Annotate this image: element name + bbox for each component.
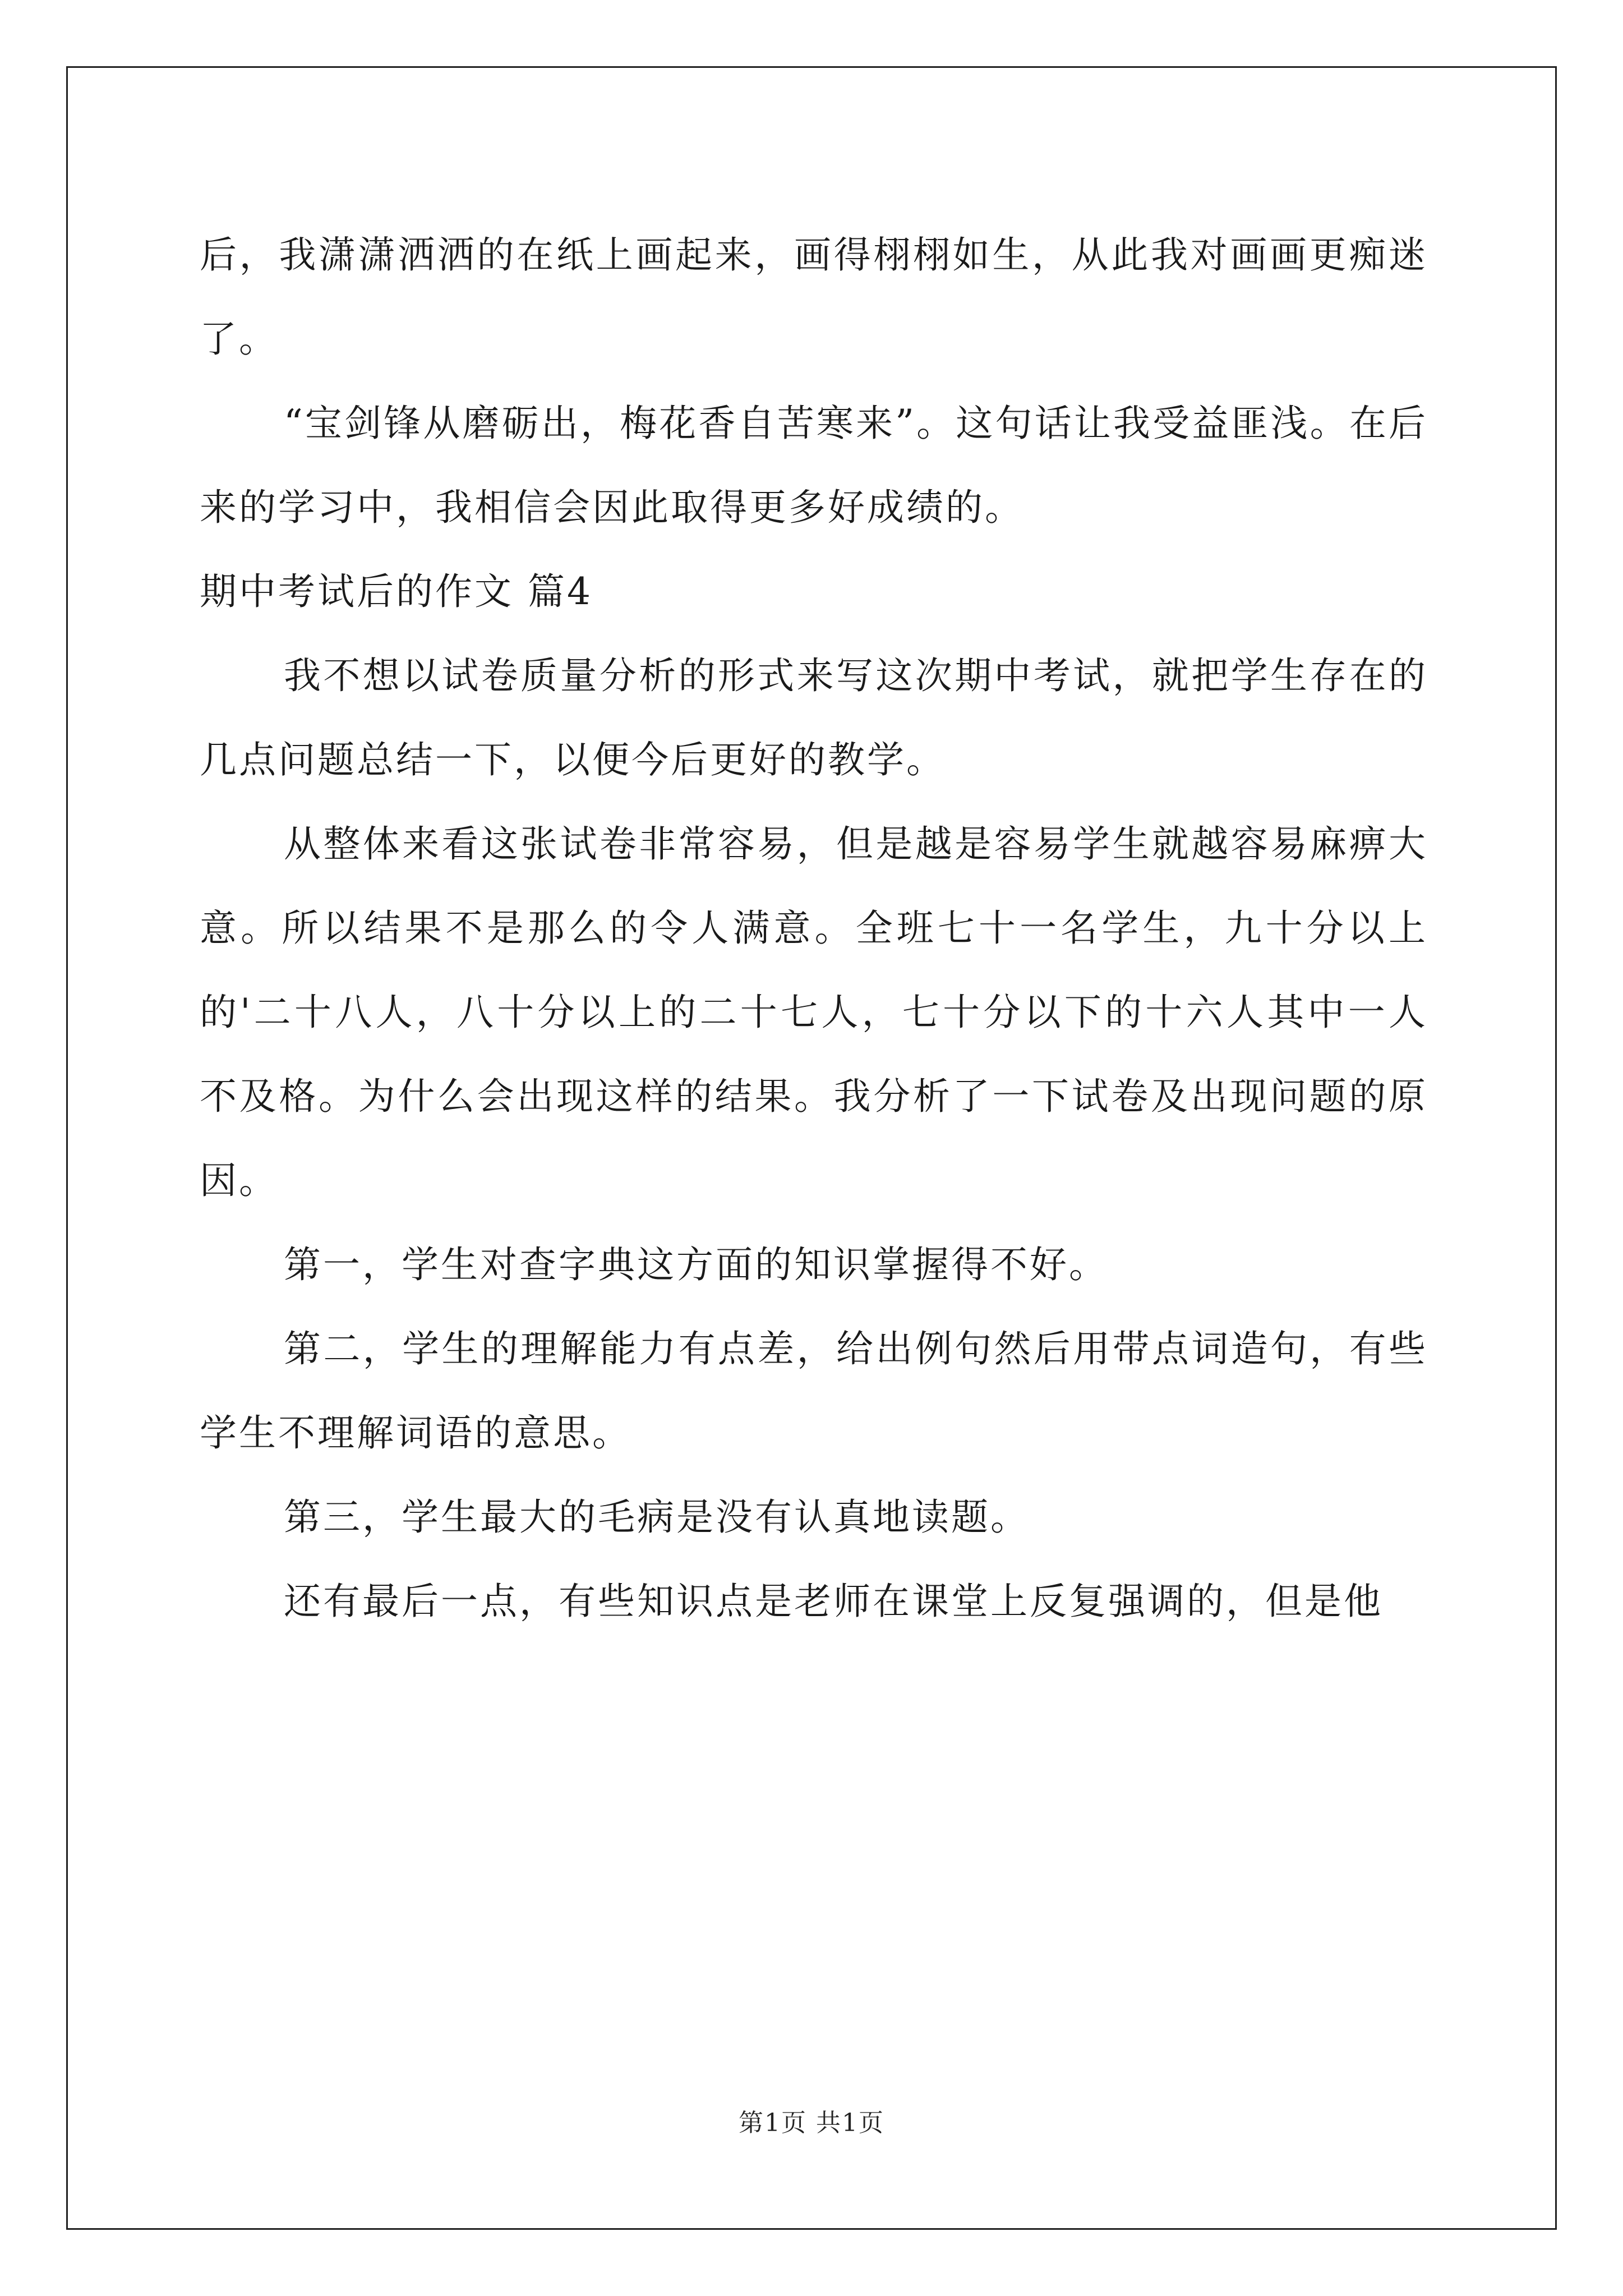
paragraph-continued: 后，我潇潇洒洒的在纸上画起来，画得栩栩如生，从此我对画画更痴迷了。: [200, 233, 1428, 361]
paragraph-point-two: 第二，学生的理解能力有点差，给出例句然后用带点词造句，有些学生不理解词语的意思。: [200, 1327, 1428, 1455]
paragraph-point-one: 第一，学生对查字典这方面的知识掌握得不好。: [284, 1243, 1108, 1286]
paragraph-quote: “宝剑锋从磨砺出，梅花香自苦寒来”。这句话让我受益匪浅。在后来的学习中，我相信会因此取得更多好成绩的。: [200, 402, 1428, 529]
paragraph-point-three: 第三，学生最大的毛病是没有认真地读题。: [284, 1496, 1030, 1539]
page-number-footer: 第1页 共1页: [739, 2109, 884, 2137]
paragraph-overview: 从整体来看这张试卷非常容易，但是越是容易学生就越容易麻痹大意。所以结果不是那么的令人满意。全班七十一名学生，九十分以上的'二十八人，八十分以上的二十七人，七十分以下的十六人其中一人不及格。为什么会出现这样的结果。我分析了一下试卷及出现问题的原因。: [200, 822, 1428, 1202]
paragraph-intro: 我不想以试卷质量分析的形式来写这次期中考试，就把学生存在的几点问题总结一下，以便今后更好的教学。: [200, 654, 1428, 781]
document-body: [200, 213, 1428, 1644]
paragraph-last-point: 还有最后一点，有些知识点是老师在课堂上反复强调的，但是他: [284, 1580, 1383, 1623]
section-heading: 期中考试后的作文 篇4: [200, 570, 593, 613]
